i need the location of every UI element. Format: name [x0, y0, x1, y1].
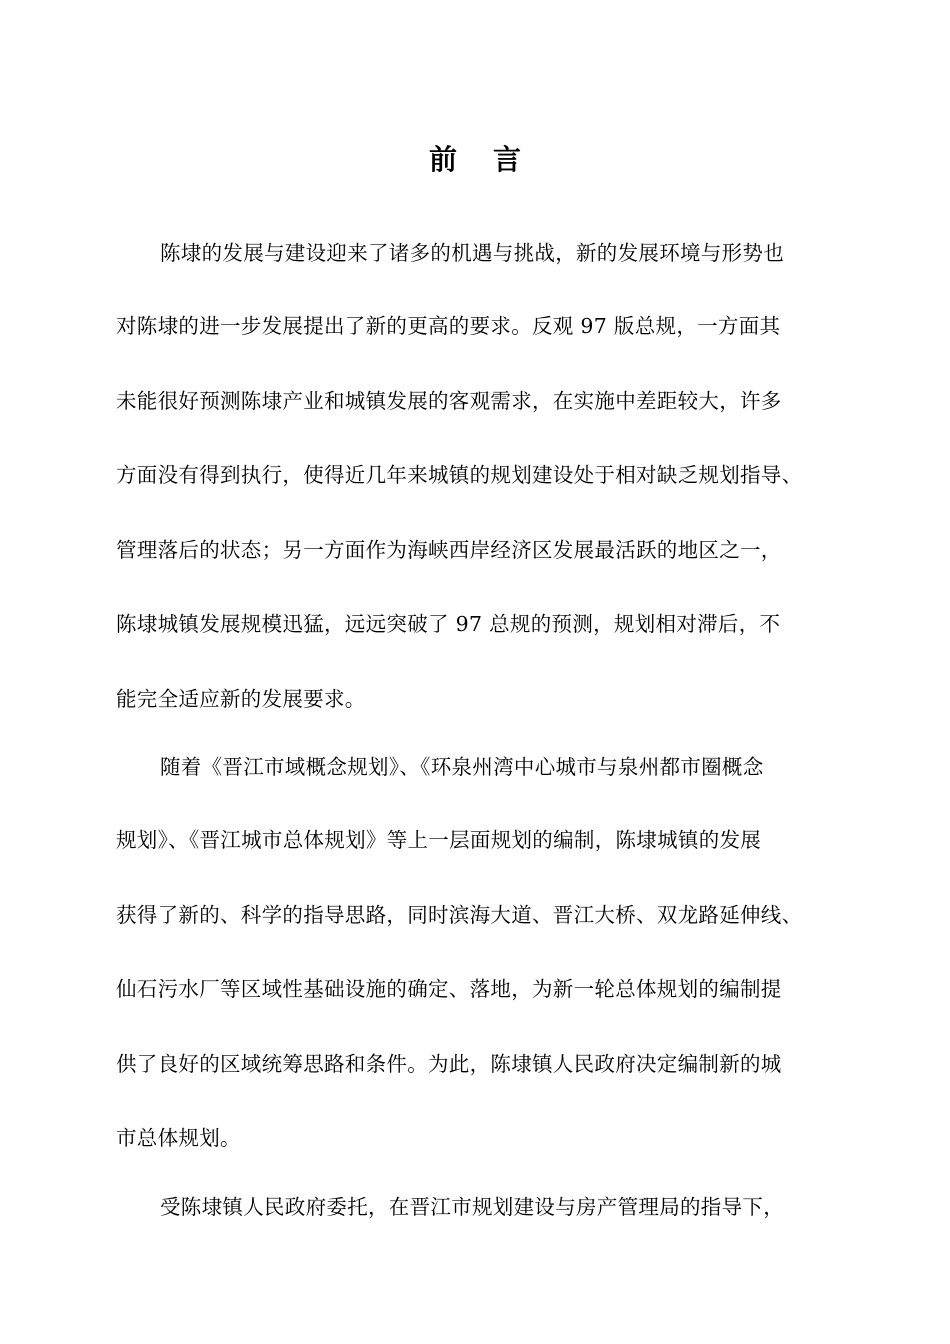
paragraph-2-line-3: 获得了新的、科学的指导思路，同时滨海大道、晋江大桥、双龙路延伸线、	[116, 903, 803, 927]
page-title	[0, 138, 950, 182]
title-char-1: 前	[428, 143, 457, 176]
paragraph-2-line-6: 市总体规划。	[116, 1126, 241, 1150]
paragraph-2-line-1: 随着《晋江市域概念规划》、《环泉州湾中心城市与泉州都市圈概念	[160, 755, 764, 779]
paragraph-1-line-3: 未能很好预测陈埭产业和城镇发展的客观需求，在实施中差距较大，许多	[116, 389, 782, 413]
paragraph-3-line-1: 受陈埭镇人民政府委托，在晋江市规划建设与房产管理局的指导下，	[160, 1195, 784, 1219]
paragraph-1-line-7: 能完全适应新的发展要求。	[116, 687, 366, 711]
paragraph-2-line-2: 规划》、《晋江城市总体规划》等上一层面规划的编制，陈埭城镇的发展	[116, 828, 762, 852]
title-char-2: 言	[493, 143, 522, 176]
paragraph-1-line-2: 对陈埭的进一步发展提出了新的更高的要求。反观 97 版总规，一方面其	[116, 314, 781, 338]
paragraph-1-line-4: 方面没有得到执行，使得近几年来城镇的规划建设处于相对缺乏规划指导、	[116, 463, 803, 487]
paragraph-2-line-4: 仙石污水厂等区域性基础设施的确定、落地，为新一轮总体规划的编制提	[116, 977, 782, 1001]
paragraph-1-line-5: 管理落后的状态；另一方面作为海峡西岸经济区发展最活跃的地区之一，	[116, 538, 782, 562]
paragraph-1-line-6: 陈埭城镇发展规模迅猛，远远突破了 97 总规的预测，规划相对滞后，不	[116, 612, 781, 636]
paragraph-2-line-5: 供了良好的区域统筹思路和条件。为此，陈埭镇人民政府决定编制新的城	[116, 1052, 782, 1076]
paragraph-1-line-1: 陈埭的发展与建设迎来了诸多的机遇与挑战，新的发展环境与形势也	[160, 241, 784, 265]
